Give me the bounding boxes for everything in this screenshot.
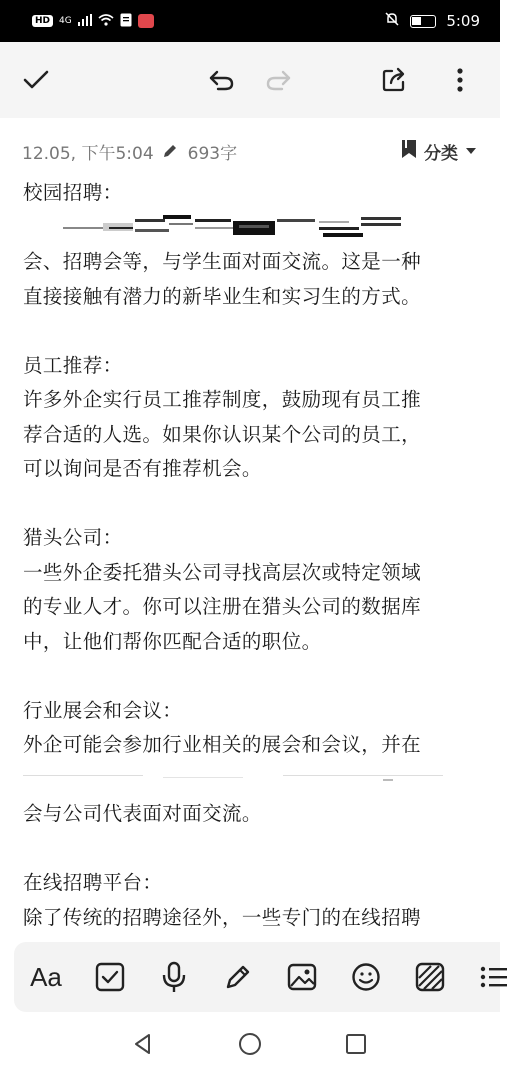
microphone-icon [161, 961, 187, 993]
note-line: 员工推荐： [23, 353, 123, 377]
back-triangle-icon [131, 1032, 155, 1056]
done-button[interactable] [18, 62, 54, 98]
undo-button[interactable] [204, 62, 240, 98]
share-icon [380, 66, 408, 94]
pen-icon [223, 962, 253, 992]
blank-line [23, 832, 483, 867]
pattern-icon [415, 962, 445, 992]
note-line: 可以询问是否有推荐机会。 [23, 457, 262, 480]
note-line: 会、招聘会等，与学生面对面交流。这是一种 [23, 250, 422, 273]
text-format-label: Aa [30, 961, 62, 992]
network-label: 4G [59, 16, 72, 26]
redo-icon [264, 68, 292, 92]
wifi-icon [98, 14, 114, 29]
list-button[interactable] [462, 942, 526, 1012]
battery-icon [410, 15, 436, 28]
blank-line [23, 314, 483, 349]
recents-square-icon [344, 1032, 368, 1056]
caret-down-icon [464, 141, 478, 161]
signal-icon [78, 14, 92, 29]
undo-icon [208, 68, 236, 92]
note-line: 校园招聘： [23, 181, 123, 204]
emoji-icon [351, 962, 381, 992]
redaction-scribble [23, 763, 483, 798]
word-count: 693字 [187, 143, 238, 164]
app-notification-icon [138, 14, 154, 28]
handwriting-button[interactable] [206, 942, 270, 1012]
list-icon [479, 962, 509, 992]
note-line: 除了传统的招聘途径外，一些专门的在线招聘 [23, 905, 422, 929]
background-button[interactable] [398, 942, 462, 1012]
hd-badge: HD [32, 15, 53, 27]
note-line: 在线招聘平台： [23, 871, 163, 894]
note-line: 直接接触有潜力的新毕业生和实习生的方式。 [23, 284, 422, 308]
back-button[interactable] [131, 1032, 155, 1056]
home-circle-icon [238, 1032, 262, 1056]
recents-button[interactable] [344, 1032, 368, 1056]
more-vert-icon [456, 67, 464, 93]
insert-image-button[interactable] [270, 942, 334, 1012]
note-body[interactable] [23, 176, 483, 929]
pencil-icon [162, 143, 178, 159]
home-button[interactable] [238, 1032, 262, 1056]
note-line: 许多外企实行员工推荐制度，鼓励现有员工推 [23, 388, 422, 411]
editor-toolbar [14, 942, 500, 1012]
notes-notification-icon [120, 13, 132, 30]
note-date: 12.05, 下午5:04 [22, 143, 154, 164]
bell-off-icon [384, 11, 400, 31]
note-line: 的专业人才。你可以注册在猎头公司的数据库 [23, 595, 422, 618]
note-meta [22, 136, 478, 166]
category-dropdown[interactable] [400, 139, 478, 164]
blank-line [23, 659, 483, 694]
note-line: 中，让他们帮你匹配合适的职位。 [23, 629, 322, 653]
note-line: 一些外企委托猎头公司寻找高层次或特定领域 [23, 560, 422, 584]
redo-button[interactable] [260, 62, 296, 98]
status-bar [0, 0, 500, 42]
blank-line [23, 487, 483, 522]
clock: 5:09 [446, 12, 480, 30]
voice-button[interactable] [142, 942, 206, 1012]
note-line: 会与公司代表面对面交流。 [23, 802, 262, 825]
image-icon [287, 962, 317, 992]
emoji-button[interactable] [334, 942, 398, 1012]
note-toolbar [0, 42, 500, 118]
text-format-button[interactable] [14, 942, 78, 1012]
status-left [32, 13, 154, 30]
check-icon [22, 69, 50, 91]
more-button[interactable] [442, 62, 478, 98]
note-line: 外企可能会参加行业相关的展会和会议，并在 [23, 733, 422, 756]
note-line: 猎头公司： [23, 526, 123, 549]
checklist-button[interactable] [78, 942, 142, 1012]
bookmark-icon [400, 139, 418, 164]
status-right [384, 11, 480, 31]
note-line: 荐合适的人选。如果你认识某个公司的员工， [23, 422, 422, 446]
system-nav-bar [0, 1020, 500, 1069]
checkbox-icon [95, 962, 125, 992]
redaction-scribble [23, 211, 483, 246]
category-label: 分类 [424, 143, 458, 164]
note-line: 行业展会和会议： [23, 698, 183, 722]
share-button[interactable] [376, 62, 412, 98]
